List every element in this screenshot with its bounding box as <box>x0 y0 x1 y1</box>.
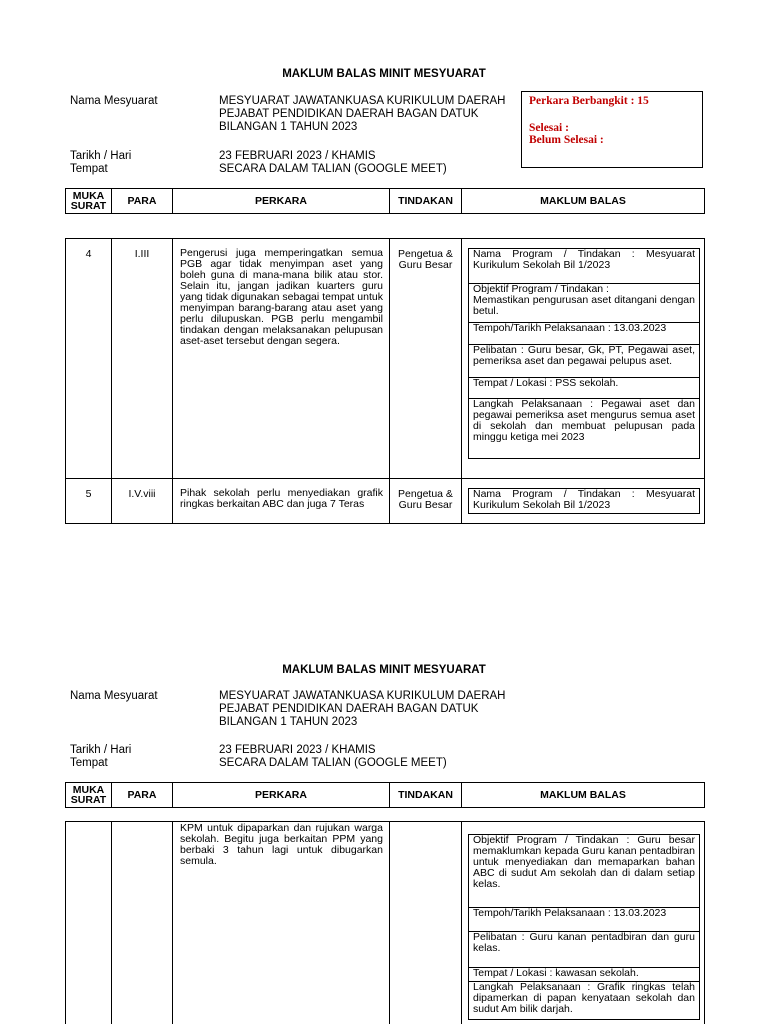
row-muka: 5 <box>66 479 112 523</box>
row-para <box>112 822 173 1024</box>
feedback-steps: Langkah Pelaksanaan : Pegawai aset dan pegawai pemeriksa aset mengurus semua aset di sekolah dan membuat pelupusan pada minggu ketiga mei 2023 <box>468 399 700 459</box>
meeting-name-label: Nama Mesyuarat <box>70 690 158 702</box>
done-label: Selesai : <box>529 121 569 134</box>
arising-count: Perkara Berbangkit : 15 <box>529 95 649 107</box>
row-para: I.V.viii <box>112 479 173 523</box>
minutes-table <box>65 238 705 524</box>
date-label: Tarikh / Hari <box>70 150 132 162</box>
row-perkara: KPM untuk dipaparkan dan rujukan warga sekolah. Begitu juga berkaitan PPM yang berbaki 3 tahun lagi untuk dibugarkan semula. <box>173 822 390 1024</box>
table-header <box>65 188 705 214</box>
feedback-date: Tempoh/Tarikh Pelaksanaan : 13.03.2023 <box>468 323 700 345</box>
date-value: 23 FEBRUARI 2023 / KHAMIS <box>219 744 376 756</box>
header-perkara: PERKARA <box>173 783 390 807</box>
header-perkara: PERKARA <box>173 189 390 213</box>
feedback-involvement: Pelibatan : Guru besar, Gk, PT, Pegawai aset, pemeriksa aset dan pegawai pelupus aset. <box>468 345 700 378</box>
header-tindakan: TINDAKAN <box>390 189 462 213</box>
page-title: MAKLUM BALAS MINIT MESYUARAT <box>282 68 486 80</box>
feedback-location: Tempat / Lokasi : PSS sekolah. <box>468 378 700 399</box>
place-value: SECARA DALAM TALIAN (GOOGLE MEET) <box>219 163 447 175</box>
feedback-involvement: Pelibatan : Guru kanan pentadbiran dan guru kelas. <box>468 932 700 968</box>
place-label: Tempat <box>70 163 108 175</box>
row-perkara: Pihak sekolah perlu menyediakan grafik ringkas berkaitan ABC dan juga 7 Teras <box>173 479 390 523</box>
meeting-name-value: MESYUARAT JAWATANKUASA KURIKULUM DAERAH PEJABAT PENDIDIKAN DAERAH BAGAN DATUK BILANGAN 1 TAHUN 2023 <box>219 690 506 728</box>
row-para: I.III <box>112 239 173 478</box>
row-muka <box>66 822 112 1024</box>
table-row <box>66 239 704 479</box>
row-feedback <box>462 479 704 523</box>
header-maklum-balas: MAKLUM BALAS <box>540 788 626 801</box>
table-header <box>65 782 705 808</box>
row-tindakan <box>390 822 462 1024</box>
status-box <box>521 91 703 168</box>
row-feedback <box>462 822 704 1024</box>
date-label: Tarikh / Hari <box>70 744 132 756</box>
row-tindakan: Pengetua & Guru Besar <box>390 239 462 478</box>
feedback-location: Tempat / Lokasi : kawasan sekolah. <box>468 968 700 982</box>
row-perkara: Pengerusi juga memperingatkan semua PGB agar tidak menyimpan aset yang boleh guna di mana-mana bilik atau stor. Selain itu, jangan jadikan kuarters guru yang tidak digunakan sebagai tempat untuk menyimpan barang-barang atau aset yang perlu dilupuskan. PGB perlu mengambil tindakan dengan melaksanakan pelupusan aset-aset tersebut dengan segera. <box>173 239 390 478</box>
minutes-table <box>65 821 705 1024</box>
not-done-label: Belum Selesai : <box>529 134 604 146</box>
feedback-objective: Objektif Program / Tindakan : Guru besar memaklumkan kepada Guru kanan pentadbiran untuk menyediakan dan memaparkan bahan ABC di sudut Am sekolah dan di dalam setiap kelas. <box>468 834 700 908</box>
row-tindakan: Pengetua & Guru Besar <box>390 479 462 523</box>
header-para: PARA <box>112 189 173 213</box>
place-label: Tempat <box>70 757 108 769</box>
header-para: PARA <box>112 783 173 807</box>
meeting-name-value: MESYUARAT JAWATANKUASA KURIKULUM DAERAH PEJABAT PENDIDIKAN DAERAH BAGAN DATUK BILANGAN 1 TAHUN 2023 <box>219 95 506 133</box>
feedback-program: Nama Program / Tindakan : Mesyuarat Kurikulum Sekolah Bil 1/2023 <box>468 248 700 284</box>
feedback-program: Nama Program / Tindakan : Mesyuarat Kurikulum Sekolah Bil 1/2023 <box>468 488 700 514</box>
table-row <box>66 822 704 1024</box>
feedback-steps: Langkah Pelaksanaan : Grafik ringkas telah dipamerkan di papan kenyataan sekolah dan sudut Am bilik darjah. <box>468 982 700 1020</box>
header-muka: MUKA SURAT <box>66 783 112 807</box>
table-row <box>66 479 704 523</box>
header-muka: MUKA SURAT <box>66 189 112 213</box>
meeting-name-label: Nama Mesyuarat <box>70 95 158 107</box>
row-feedback <box>462 239 704 478</box>
feedback-objective: Objektif Program / Tindakan : Memastikan pengurusan aset ditangani dengan betul. <box>468 284 700 323</box>
header-tindakan: TINDAKAN <box>390 783 462 807</box>
feedback-date: Tempoh/Tarikh Pelaksanaan : 13.03.2023 <box>468 908 700 932</box>
place-value: SECARA DALAM TALIAN (GOOGLE MEET) <box>219 757 447 769</box>
page-title: MAKLUM BALAS MINIT MESYUARAT <box>282 664 486 676</box>
date-value: 23 FEBRUARI 2023 / KHAMIS <box>219 150 376 162</box>
row-muka: 4 <box>66 239 112 478</box>
header-maklum-balas: MAKLUM BALAS <box>540 194 626 207</box>
